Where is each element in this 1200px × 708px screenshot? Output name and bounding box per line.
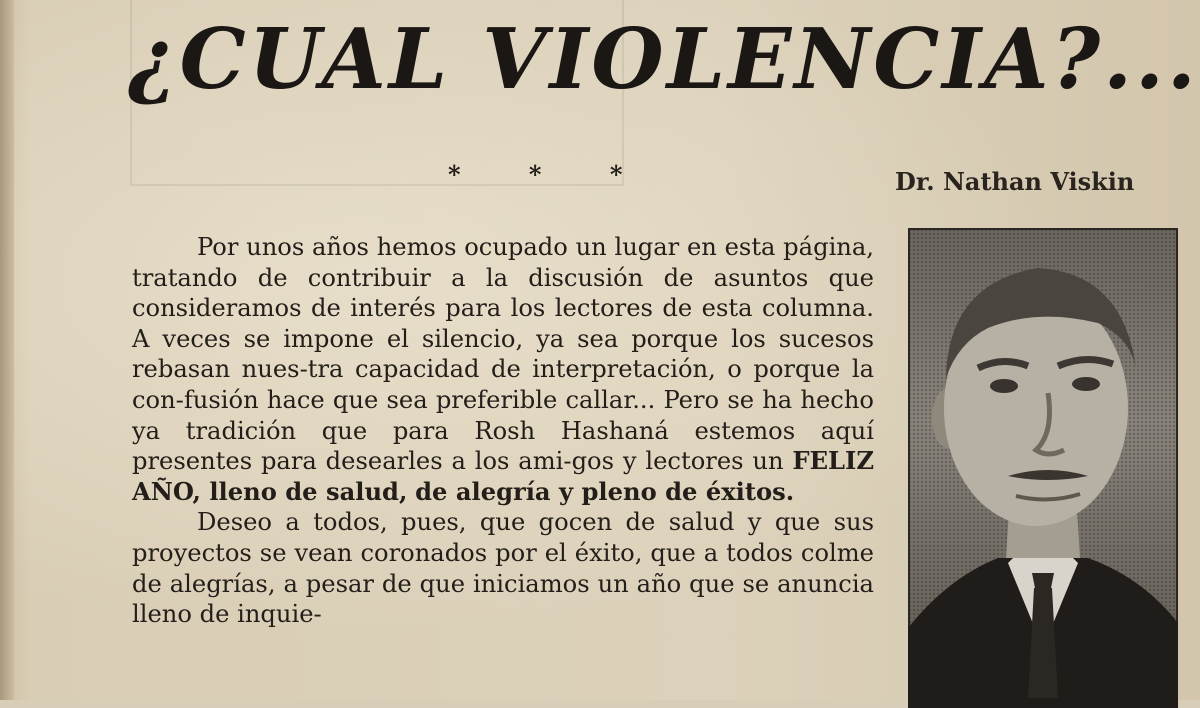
paragraph-1-line-10: gos y lectores un <box>571 447 793 476</box>
greeting-bold-1: FELIZ AÑO, lleno de salud, <box>132 446 874 506</box>
paragraph-1-line-1: Por unos años hemos ocupado un lugar en <box>197 233 717 261</box>
page-binding-edge <box>0 0 14 700</box>
paragraph-2-line-3: que a todos colme de alegrías, a pesar de que <box>132 538 874 598</box>
separator-asterisks: * * * <box>448 160 653 189</box>
paragraph-1-line-8: se ha hecho ya tradición que para Rosh Hashaná <box>132 385 874 445</box>
paragraph-1-line-9: estemos aquí presentes para desearles a los ami- <box>132 416 874 476</box>
paragraph-1-line-6: tra capacidad de interpretación, o porque la con- <box>132 355 874 414</box>
article-body <box>132 232 874 630</box>
paragraph-1-line-5: silencio, ya sea porque los sucesos rebasan nues- <box>132 324 875 384</box>
article-paragraph-1 <box>132 232 874 507</box>
paragraph-1-line-4: lectores de esta columna. A veces se impone el <box>132 294 874 353</box>
author-portrait-icon <box>908 228 1178 708</box>
paragraph-1-line-7: fusión hace que sea preferible callar... Pero <box>183 385 720 414</box>
greeting-bold-2: de alegría y pleno de éxitos. <box>415 476 795 506</box>
headline: ¿CUAL VIOLENCIA?... <box>128 10 1199 108</box>
paragraph-1-line-2: esta página, tratando de contribuir a la discusión <box>132 233 874 292</box>
author-portrait-photo <box>908 228 1178 708</box>
paragraph-2-line-1: Deseo a todos, pues, que gocen de salud y <box>197 508 762 537</box>
article-paragraph-2 <box>132 507 874 629</box>
paragraph-2-line-2: que sus proyectos se vean coronados por el éxito, <box>132 508 874 567</box>
author-byline: Dr. Nathan Viskin <box>895 167 1135 196</box>
paragraph-2-line-4: iniciamos un año que se anuncia lleno de inquie- <box>132 569 874 629</box>
paragraph-1-line-3: de asuntos que consideramos de interés para los <box>132 263 874 323</box>
